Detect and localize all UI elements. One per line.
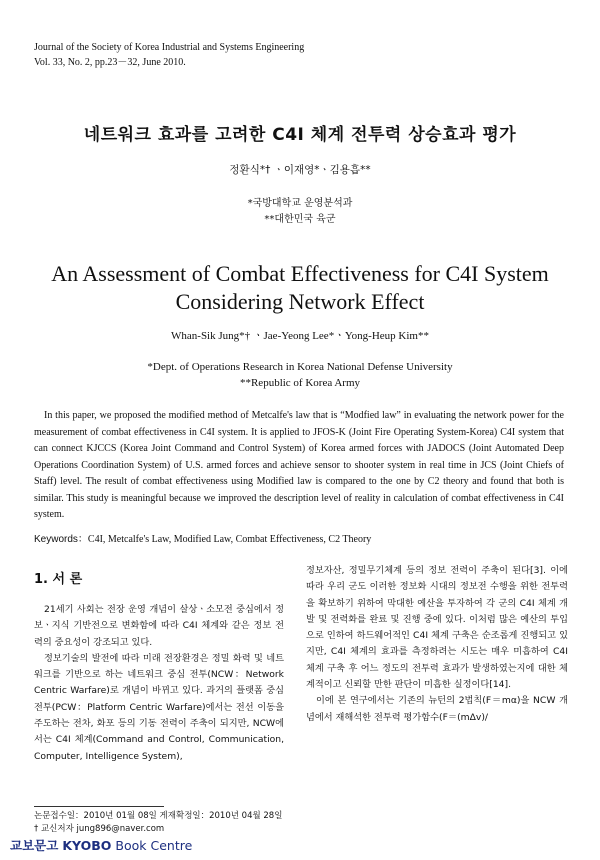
- kyobo-logo: [10, 836, 192, 854]
- right-paragraph-2: 이에 본 연구에서는 기존의 뉴턴의 2법칙(F＝mα)을 NCW 개념에서 재해석한 전투력 평가함수(F＝(mΔv)/: [306, 695, 568, 723]
- korean-affiliation-2: **대한민국 육군: [264, 214, 336, 225]
- journal-name: Journal of the Society of Korea Industrial and Systems Engineering: [34, 42, 305, 53]
- right-column: [306, 563, 568, 726]
- english-authors: Whan-Sik Jung*† ㆍJae-Yeong Lee*ㆍYong-Heup Kim**: [171, 330, 429, 342]
- left-column: [34, 602, 284, 765]
- journal-volume: Vol. 33, No. 2, pp.23－32, June 2010.: [34, 57, 186, 68]
- korean-affiliation-1: *국방대학교 운영분석과: [247, 198, 353, 209]
- keywords: [34, 530, 574, 545]
- keywords-text: ：C4I, Metcalfe's Law, Modified Law, Combat Effectiveness, C2 Theory: [77, 534, 372, 545]
- korean-affiliations: [0, 196, 600, 228]
- section-title: 1. 서 론: [34, 572, 83, 587]
- english-title-line-1: An Assessment of Combat Effectiveness for C4I System: [51, 261, 549, 286]
- footnote-dates: 논문접수일：2010년 01월 08일 게재확정일：2010년 04월 28일: [34, 811, 283, 821]
- left-paragraph-1: 21세기 사회는 전장 운영 개념이 살상ㆍ소모전 중심에서 정보ㆍ지식 기반전으로 변화함에 따라 C4I 체계와 같은 정보 전력의 중요성이 강조되고 있다.: [34, 604, 284, 648]
- english-affiliations: [0, 359, 600, 391]
- korean-title: 네트워크 효과를 고려한 C4I 체계 전투력 상승효과 평가: [83, 125, 517, 145]
- footnotes: [34, 810, 282, 836]
- english-title: [0, 260, 600, 316]
- keywords-label: Keywords: [34, 534, 78, 545]
- abstract: In this paper, we proposed the modified method of Metcalfe's law that is “Modfied law” in evaluating the network power for the measurement of combat effectiveness in C4I system. It is applied to JFOS-K (Joint Fire Operating System-Korea) C4I system that can connect KJCCS (Korea Joint Command and Control System) of Korea armed forces with JADOCS (Joint Automated Deep Operations Coordination System) of U.S. armed forces and achieve sensor to shooter system in real time in JCS (Joint Chiefs of Staff) level. The result of combat effectiveness using Modified law is compared to the one by C2 theory and found that both is similar. This study is meaningful because we improved the description level of reality in calculation of combat effectiveness in C4I system.: [34, 410, 564, 520]
- left-paragraph-2: 정보기술의 발전에 따라 미래 전장환경은 정밀 화력 및 네트워크를 기반으로 하는 네트워크 중심 전투(NCW：Network Centric Warfare)로 개념이 바뀌고 있다. 과거의 플랫폼 중심 전투(PCW：Platform Centric Warfare)에서는 전선 이동을 주도하는 전차, 화포 등의 기동 전력이 주축이 되지만, NCW에서는 C4I 체계(Command and Control, Communication, Computer, Intelligence System),: [34, 652, 284, 762]
- korean-authors: 정환식*† ㆍ이재영*ㆍ김용흡**: [229, 164, 371, 176]
- english-affiliation-1: *Dept. of Operations Research in Korea National Defense University: [147, 361, 453, 373]
- english-title-line-2: Considering Network Effect: [175, 289, 425, 314]
- logo-book-centre: Book Centre: [115, 838, 193, 853]
- footnote-corresponding: † 교신저자 jung896@naver.com: [34, 824, 165, 834]
- logo-kyobo: KYOBO: [62, 838, 112, 853]
- journal-header: [34, 40, 304, 70]
- right-paragraph-1: 정보자산, 정밀무기체계 등의 정보 전력이 주축이 된다[3]. 이에 따라 우리 군도 이러한 정보화 시대의 정보전 수행을 위한 전투력을 확보하기 위하여 막대한 예산을 투자하여 각 군의 C4I 체계 개발 및 전력화를 완료 및 진행 중에 있다. 이처럼 많은 예산의 투입으로 인하여 하드웨어적인 C4I 체계 구축은 순조롭게 진행되고 있지만, C4I 체계의 효과를 측정하려는 시도는 매우 미흡하여 C4I 체계 구축 후 어느 정도의 전투력 효과가 발생하였는지에 대한 체계적이고 신뢰할 만한 판단이 미흡한 실정이다[14].: [306, 565, 568, 691]
- logo-korean: 교보문고: [10, 838, 59, 853]
- english-affiliation-2: **Republic of Korea Army: [239, 377, 361, 389]
- footnote-rule: [34, 806, 164, 807]
